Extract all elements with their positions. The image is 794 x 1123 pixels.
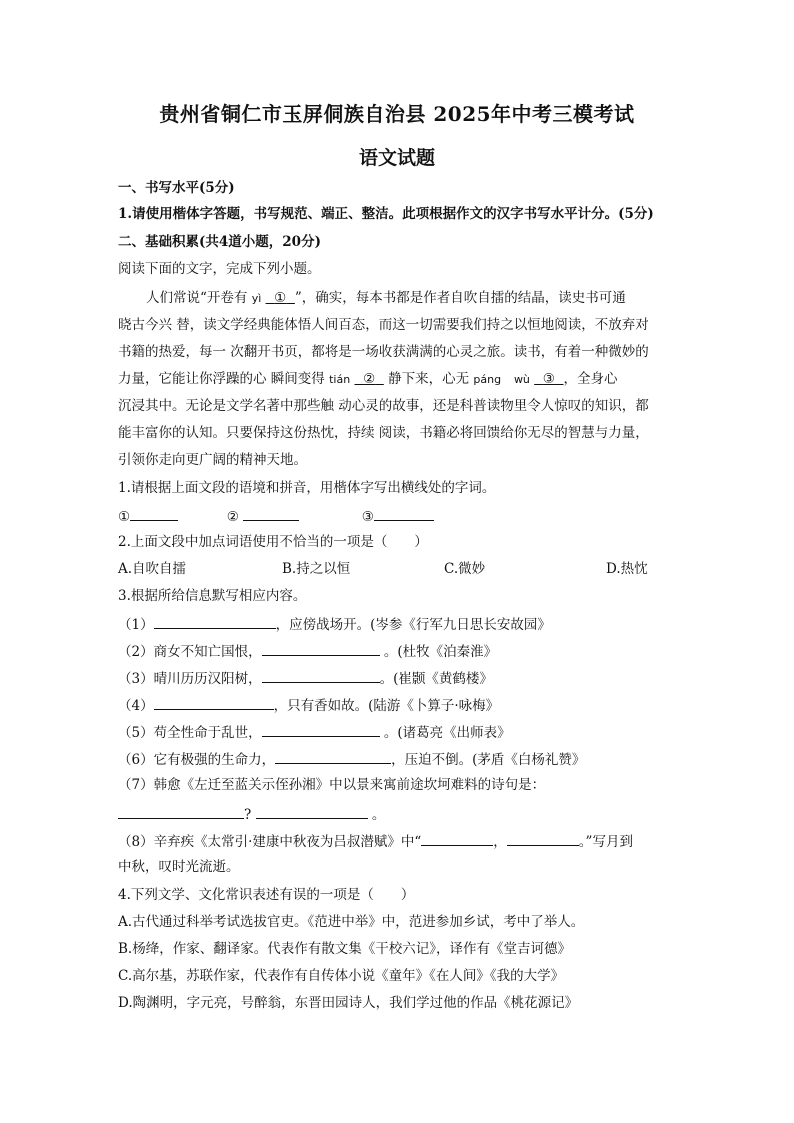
passage-text: ，全身心: [563, 371, 618, 387]
answer-blank-3[interactable]: [374, 505, 434, 521]
item-text: ，压迫不倒。(茅盾《白杨礼赞》: [391, 752, 586, 768]
answer-blank[interactable]: [262, 721, 380, 737]
item-number: （4）: [118, 698, 154, 714]
q3-item-3: [118, 667, 493, 689]
answer-blank-1[interactable]: [130, 505, 178, 521]
item-text: ，只有香如故。(陆游《卜算子·咏梅》: [273, 698, 500, 714]
blank-1: [266, 290, 295, 306]
item-text: 。(诸葛亮《出师表》: [383, 725, 511, 741]
answer-blank[interactable]: [154, 694, 274, 710]
q3-item-4: [118, 694, 499, 716]
item-text: 。: [371, 807, 386, 823]
passage-text: ”，确实，每本书都是作者自吹自擂的结晶，读史书可通: [294, 290, 626, 306]
answer-blank[interactable]: [421, 830, 493, 846]
item-text: （6）它有极强的生命力，: [118, 752, 276, 768]
section1-heading: 一、书写水平(5分): [118, 180, 235, 196]
q1-stem: 1.请根据上面文段的语境和拼音，用楷体字写出横线处的字词。: [118, 480, 496, 496]
answer-blank[interactable]: [262, 640, 380, 656]
q3-item-7-answer: [118, 803, 385, 825]
q3-item-1: [118, 613, 551, 635]
answer-mark-2: ②: [226, 509, 239, 525]
option-c[interactable]: C.微妙: [444, 561, 486, 577]
item-text: （2）商女不知亡国恨，: [118, 644, 262, 660]
q4-option-c[interactable]: C.高尔基，苏联作家，代表作有自传体小说《童年》《在人间》《我的大学》: [118, 968, 565, 984]
blank-mark: ①: [274, 290, 287, 306]
page-title: 贵州省铜仁市玉屏侗族自治县 2025年中考三模考试: [159, 102, 635, 126]
item-number: （1）: [118, 617, 154, 633]
pinyin: páng: [473, 373, 502, 386]
answer-blank[interactable]: [275, 748, 391, 764]
item-text: （3）晴川历历汉阳树，: [118, 671, 262, 687]
option-d[interactable]: D.热忱: [606, 561, 648, 577]
answer-blank[interactable]: [118, 803, 244, 819]
q4-option-d[interactable]: D.陶渊明，字元亮，号醉翁，东晋田园诗人，我们学过他的作品《桃花源记》: [118, 995, 579, 1011]
item-text: ?: [244, 807, 252, 823]
passage-line-4: [118, 369, 618, 390]
passage-line-7: 引领你走向更广阔的精神天地。: [118, 452, 307, 468]
passage-line-5: 沉浸其中。无论是文学名著中那些触 动心灵的故事，还是科普读物里令人惊叹的知识，都: [118, 398, 649, 414]
item-text: （5）苟全性命于乱世，: [118, 725, 262, 741]
answer-blank[interactable]: [262, 667, 380, 683]
passage-text: 静下来，心无: [383, 371, 474, 387]
blank-2: [354, 371, 383, 387]
q2-options: [118, 559, 678, 579]
q4-option-a[interactable]: A.古代通过科举考试选拔官吏。《范进中举》中，范进参加乡试，考中了举人。: [118, 914, 585, 930]
q2-stem: 2.上面文段中加点词语使用不恰当的一项是（ ）: [118, 534, 428, 550]
pinyin: tián: [329, 373, 351, 386]
passage-line-2: 晓古今兴 替，读文学经典能体悟人间百态，而这一切需要我们持之以恒地阅读，不放弃对: [118, 317, 649, 333]
passage-line-6: 能丰富你的认知。只要保持这份热忱，持续 阅读，书籍必将回馈给你无尽的智慧与力量，: [118, 425, 649, 441]
answer-mark-3: ③: [361, 509, 374, 525]
q3-item-6: [118, 748, 585, 770]
passage-text: 人们常说“开卷有: [146, 290, 252, 306]
pinyin: wù: [513, 373, 530, 386]
page-subtitle: 语文试题: [358, 147, 435, 169]
item-text: 。”写月到: [578, 834, 633, 850]
answer-mark-1: ①: [118, 509, 131, 525]
blank-mark: ②: [363, 371, 376, 387]
q3-item-8-cont: 中秋，叹时光流逝。: [118, 859, 240, 875]
answer-blank[interactable]: [507, 830, 579, 846]
blank-mark: ③: [542, 371, 555, 387]
item-text: ，: [493, 834, 507, 850]
q1-answers: [118, 505, 434, 527]
passage-text: 力量，它能让你浮躁的心 瞬间变得: [118, 371, 330, 387]
section1-q1: 1.请使用楷体字答题，书写规范、端正、整洁。此项根据作文的汉字书写水平计分。(5分): [118, 206, 654, 222]
item-text: 。(杜牧《泊秦淮》: [383, 644, 498, 660]
q3-item-5: [118, 721, 511, 743]
answer-blank[interactable]: [154, 613, 276, 629]
q3-stem: 3.根据所给信息默写相应内容。: [118, 588, 307, 604]
option-b[interactable]: B.持之以恒: [282, 561, 351, 577]
q3-item-2: [118, 640, 497, 662]
section2-intro: 阅读下面的文字，完成下列小题。: [118, 261, 321, 277]
q4-option-b[interactable]: B.杨绛，作家、翻译家。代表作有散文集《干校六记》，译作有《堂吉诃德》: [118, 941, 571, 957]
answer-blank-2[interactable]: [243, 505, 299, 521]
passage-line-1: [146, 288, 626, 309]
section2-heading: 二、基础积累(共4道小题，20分): [118, 234, 321, 250]
answer-blank[interactable]: [256, 803, 368, 819]
item-text: （8）辛弃疾《太常引·建康中秋夜为吕叔潜赋》中“: [118, 834, 422, 850]
passage-line-3: 书籍的热爱，每一 次翻开书页，都将是一场收获满满的心灵之旅。读书，有着一种微妙的: [118, 344, 649, 360]
q3-item-8: [118, 830, 633, 852]
blank-3: [534, 371, 563, 387]
pinyin: yì: [251, 292, 262, 305]
item-text: ，应傍战场开。(岑参《行军九日思长安故园》: [275, 617, 551, 633]
q4-stem: 4.下列文学、文化常识表述有误的一项是（ ）: [118, 887, 415, 903]
q3-item-7: （7）韩愈《左迁至蓝关示侄孙湘》中以景来寓前途坎坷难料的诗句是：: [118, 777, 546, 793]
option-a[interactable]: A.自吹自擂: [118, 561, 187, 577]
item-text: 。(崔颢《黄鹤楼》: [379, 671, 493, 687]
